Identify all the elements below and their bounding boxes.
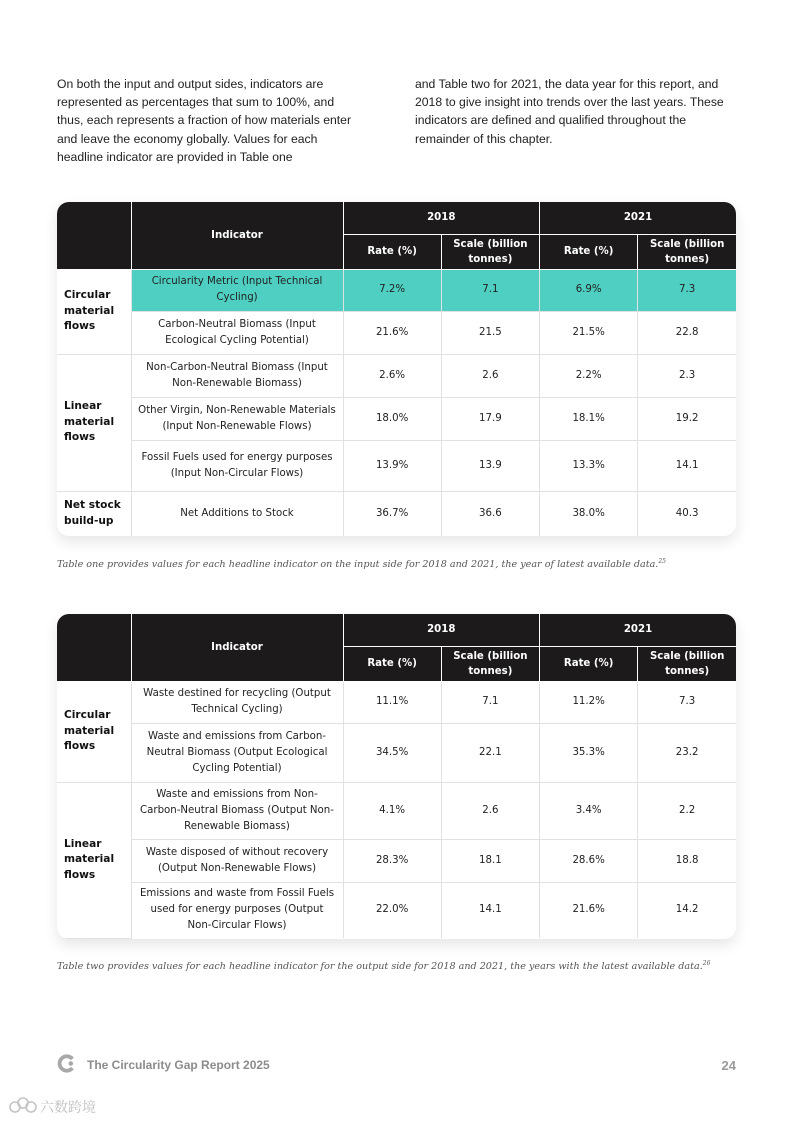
rate-2018-cell: 4.1% bbox=[343, 782, 441, 839]
table-row bbox=[57, 681, 736, 723]
scale-2018-cell: 2.6 bbox=[441, 354, 539, 397]
table-row bbox=[57, 440, 736, 491]
rate-2018-cell: 18.0% bbox=[343, 397, 441, 440]
table-row bbox=[57, 839, 736, 882]
table-row bbox=[57, 397, 736, 440]
scale-2021-cell: 7.3 bbox=[638, 681, 736, 723]
indicator-cell: Non-Carbon-Neutral Biomass (Input Non-Renewable Biomass) bbox=[131, 354, 343, 397]
table-row bbox=[57, 269, 736, 311]
rate-2018-cell: 22.0% bbox=[343, 882, 441, 938]
indicator-cell: Carbon-Neutral Biomass (Input Ecological Cycling Potential) bbox=[131, 311, 343, 354]
header-scale: Scale (billion tonnes) bbox=[441, 646, 539, 681]
header-rate: Rate (%) bbox=[540, 234, 638, 269]
rate-2018-cell: 11.1% bbox=[343, 681, 441, 723]
header-year-2021: 2021 bbox=[540, 202, 736, 234]
rate-2021-cell: 35.3% bbox=[540, 723, 638, 782]
scale-2018-cell: 13.9 bbox=[441, 440, 539, 491]
scale-2018-cell: 2.6 bbox=[441, 782, 539, 839]
category-linear: Linear material flows bbox=[57, 354, 131, 491]
indicator-cell: Circularity Metric (Input Technical Cycling) bbox=[131, 269, 343, 311]
rate-2021-cell: 38.0% bbox=[540, 491, 638, 536]
header-year-2018: 2018 bbox=[343, 202, 540, 234]
caption-text: Table one provides values for each headline indicator on the input side for 2018 and 2021, the year of latest available data. bbox=[57, 559, 659, 571]
scale-2018-cell: 36.6 bbox=[441, 491, 539, 536]
indicator-cell: Waste destined for recycling (Output Technical Cycling) bbox=[131, 681, 343, 723]
header-rate: Rate (%) bbox=[540, 646, 638, 681]
scale-2021-cell: 19.2 bbox=[638, 397, 736, 440]
category-netstock: Net stock build-up bbox=[57, 491, 131, 536]
watermark bbox=[8, 1096, 96, 1118]
report-title: The Circularity Gap Report 2025 bbox=[87, 1058, 270, 1072]
header-indicator: Indicator bbox=[131, 614, 343, 681]
footer-brand bbox=[57, 1054, 270, 1077]
footnote-ref: 25 bbox=[658, 558, 666, 565]
scale-2018-cell: 18.1 bbox=[441, 839, 539, 882]
scale-2021-cell: 14.2 bbox=[638, 882, 736, 938]
intro-paragraph-left: On both the input and output sides, indicators are represented as percentages that sum to 100%, and thus, each represents a fraction of how materials enter and leave the economy globally. Values for each headline indicator are provided in Table one bbox=[57, 77, 352, 164]
rate-2021-cell: 18.1% bbox=[540, 397, 638, 440]
rate-2021-cell: 28.6% bbox=[540, 839, 638, 882]
rate-2021-cell: 3.4% bbox=[540, 782, 638, 839]
scale-2021-cell: 14.1 bbox=[638, 440, 736, 491]
rate-2018-cell: 7.2% bbox=[343, 269, 441, 311]
indicator-cell: Waste and emissions from Carbon-Neutral Biomass (Output Ecological Cycling Potential) bbox=[131, 723, 343, 782]
header-year-2018: 2018 bbox=[343, 614, 540, 646]
header-scale: Scale (billion tonnes) bbox=[441, 234, 539, 269]
scale-2018-cell: 17.9 bbox=[441, 397, 539, 440]
rate-2021-cell: 21.6% bbox=[540, 882, 638, 938]
table-one-caption bbox=[57, 558, 747, 570]
scale-2018-cell: 14.1 bbox=[441, 882, 539, 938]
header-corner bbox=[57, 202, 131, 269]
indicator-cell: Emissions and waste from Fossil Fuels used for energy purposes (Output Non-Circular Flows) bbox=[131, 882, 343, 938]
table-row bbox=[57, 723, 736, 782]
header-rate: Rate (%) bbox=[343, 234, 441, 269]
table-row bbox=[57, 782, 736, 839]
page-number: 24 bbox=[721, 1057, 736, 1073]
category-linear: Linear material flows bbox=[57, 782, 131, 938]
rate-2018-cell: 34.5% bbox=[343, 723, 441, 782]
footnote-ref: 26 bbox=[702, 960, 711, 967]
indicator-cell: Net Additions to Stock bbox=[131, 491, 343, 536]
table-row bbox=[57, 354, 736, 397]
scale-2021-cell: 2.2 bbox=[638, 782, 736, 839]
scale-2021-cell: 7.3 bbox=[638, 269, 736, 311]
indicator-cell: Fossil Fuels used for energy purposes (Input Non-Circular Flows) bbox=[131, 440, 343, 491]
scale-2018-cell: 7.1 bbox=[441, 269, 539, 311]
rate-2018-cell: 21.6% bbox=[343, 311, 441, 354]
scale-2021-cell: 23.2 bbox=[638, 723, 736, 782]
rate-2021-cell: 13.3% bbox=[540, 440, 638, 491]
scale-2018-cell: 22.1 bbox=[441, 723, 539, 782]
indicator-cell: Waste disposed of without recovery (Output Non-Renewable Flows) bbox=[131, 839, 343, 882]
rate-2021-cell: 11.2% bbox=[540, 681, 638, 723]
header-indicator: Indicator bbox=[131, 202, 343, 269]
watermark-text: 六数跨境 bbox=[40, 1100, 96, 1116]
rate-2021-cell: 6.9% bbox=[540, 269, 638, 311]
scale-2018-cell: 7.1 bbox=[441, 681, 539, 723]
intro-text bbox=[57, 75, 737, 166]
rate-2018-cell: 36.7% bbox=[343, 491, 441, 536]
intro-paragraph-right: and Table two for 2021, the data year for this report, and 2018 to give insight into trends over the last years. These indicators are defined and qualified throughout the remainder of this chapter. bbox=[415, 77, 724, 146]
header-rate: Rate (%) bbox=[343, 646, 441, 681]
clover-logo-icon bbox=[8, 1096, 38, 1118]
indicator-cell: Other Virgin, Non-Renewable Materials (Input Non-Renewable Flows) bbox=[131, 397, 343, 440]
scale-2021-cell: 2.3 bbox=[638, 354, 736, 397]
caption-text: Table two provides values for each headline indicator for the output side for 2018 and 2021, the years with the latest available data. bbox=[57, 961, 703, 973]
scale-2021-cell: 40.3 bbox=[638, 491, 736, 536]
table-two-caption bbox=[57, 960, 747, 972]
rate-2018-cell: 13.9% bbox=[343, 440, 441, 491]
header-scale: Scale (billion tonnes) bbox=[638, 646, 736, 681]
circle-c-logo-icon bbox=[57, 1054, 76, 1077]
rate-2021-cell: 21.5% bbox=[540, 311, 638, 354]
category-circular: Circular material flows bbox=[57, 681, 131, 782]
rate-2018-cell: 28.3% bbox=[343, 839, 441, 882]
page-footer bbox=[57, 1055, 736, 1075]
table-row bbox=[57, 882, 736, 938]
table-two bbox=[57, 614, 736, 939]
header-scale: Scale (billion tonnes) bbox=[638, 234, 736, 269]
rate-2018-cell: 2.6% bbox=[343, 354, 441, 397]
table-row bbox=[57, 311, 736, 354]
scale-2018-cell: 21.5 bbox=[441, 311, 539, 354]
table-row bbox=[57, 491, 736, 536]
scale-2021-cell: 22.8 bbox=[638, 311, 736, 354]
indicator-cell: Waste and emissions from Non-Carbon-Neutral Biomass (Output Non-Renewable Biomass) bbox=[131, 782, 343, 839]
header-corner bbox=[57, 614, 131, 681]
category-circular: Circular material flows bbox=[57, 269, 131, 354]
scale-2021-cell: 18.8 bbox=[638, 839, 736, 882]
header-year-2021: 2021 bbox=[540, 614, 736, 646]
rate-2021-cell: 2.2% bbox=[540, 354, 638, 397]
table-one bbox=[57, 202, 736, 536]
